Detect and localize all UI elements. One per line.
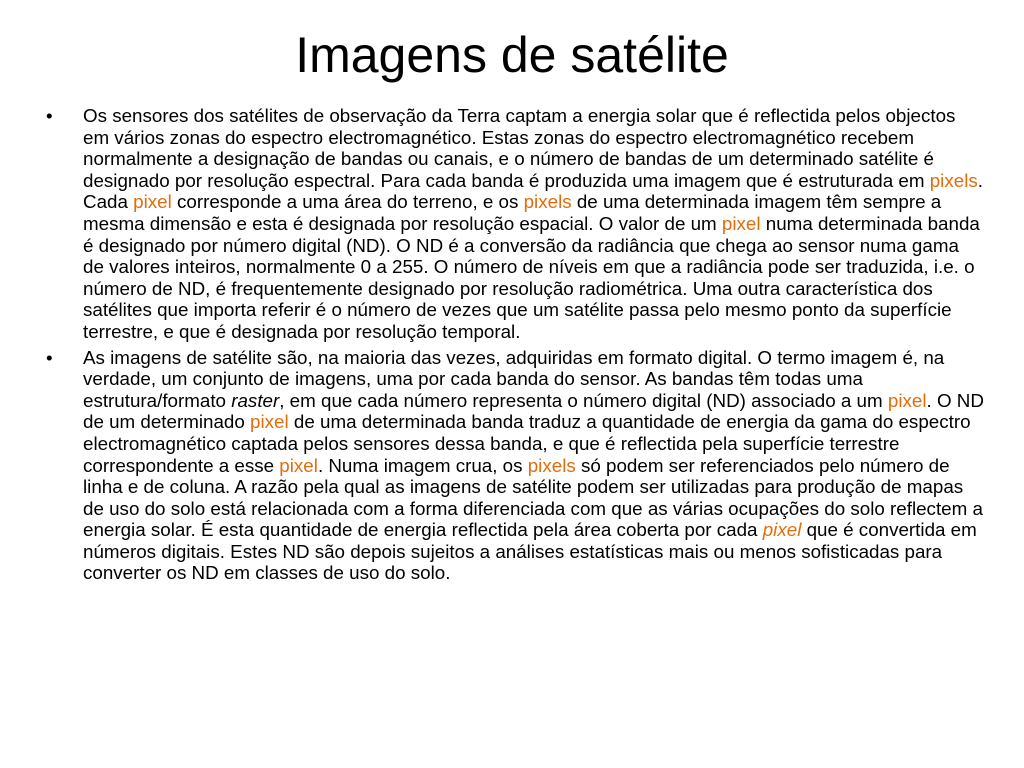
text-segment: . Cada bbox=[83, 169, 983, 213]
highlighted-term: pixel bbox=[250, 411, 289, 433]
highlighted-term: pixel bbox=[133, 191, 172, 213]
bullet-item bbox=[42, 347, 984, 585]
highlighted-term: pixels bbox=[527, 454, 576, 476]
highlighted-term: pixel bbox=[887, 389, 927, 411]
bullet-marker: • bbox=[46, 346, 53, 368]
highlighted-term: pixels bbox=[929, 169, 978, 191]
text-segment: . O ND de um determinado bbox=[83, 389, 984, 433]
italic-term: raster bbox=[231, 389, 280, 411]
highlighted-italic-term: pixel bbox=[762, 519, 802, 541]
text-segment: As imagens de satélite são, na maioria das vezes, adquiridas em formato digital. O termo imagem é, na verdade, um conjunto de imagens, uma por cada banda do sensor. As bandas têm todas uma estrutura/formato bbox=[83, 346, 945, 411]
text-segment: . Numa imagem crua, os bbox=[317, 454, 528, 476]
text-segment: Os sensores dos satélites de observação da Terra captam a energia solar que é reflectida pelos objectos em vários zonas do espectro electromagnético. Estas zonas do espectro electromagnético recebem normalmente a designação de bandas ou canais, e o número de bandas de um determinado satélite é designado por resolução espectral. Para cada banda é produzida uma imagem que é estruturada em bbox=[83, 105, 956, 191]
slide-title: Imagens de satélite bbox=[295, 27, 729, 83]
bullet-text bbox=[83, 105, 983, 342]
bullet-text bbox=[83, 347, 984, 584]
text-segment: de uma determinada imagem têm sempre a mesma dimensão e esta é designada por resolução espacial. O valor de um bbox=[83, 191, 942, 234]
bullet-marker: • bbox=[46, 105, 53, 126]
text-segment: só podem ser referenciados pelo número de linha e de coluna. A razão pela qual as imagens de satélite podem ser utilizadas para produção de mapas de uso do solo está relacionada com a forma diferenciada com que as várias ocupações do solo reflectem a energia solar. É esta quantidade de energia reflectida pela área coberta por cada bbox=[83, 454, 983, 541]
text-segment: , em que cada número representa o número digital (ND) associado a um bbox=[279, 389, 888, 411]
text-segment: de uma determinada banda traduz a quantidade de energia da gama do espectro electromagnético captada pelos sensores dessa banda, e que é reflectida pela superfície terrestre correspondente a esse bbox=[83, 411, 971, 476]
highlighted-term: pixels bbox=[523, 191, 572, 213]
bullet-list bbox=[42, 105, 984, 588]
highlighted-term: pixel bbox=[279, 454, 318, 476]
text-segment: numa determinada banda é designado por número digital (ND). O ND é a conversão da radiância que chega ao sensor numa gama de valores inteiros, normalmente 0 a 255. O número de níveis em que a radiância pode ser traduzida, i.e. o número de ND, é frequentemente designado por resolução radiométrica. Uma outra característica dos satélites que importa referir é o número de vezes que um satélite passa pelo mesmo ponto da superfície terrestre, e que é designada por resolução temporal. bbox=[83, 212, 980, 342]
bullet-item bbox=[42, 105, 984, 343]
text-segment: que é convertida em números digitais. Estes ND são depois sujeitos a análises estatísticas mais ou menos sofisticadas para converter os ND em classes de uso do solo. bbox=[83, 519, 977, 584]
highlighted-term: pixel bbox=[721, 212, 761, 234]
text-segment: corresponde a uma área do terreno, e os bbox=[171, 191, 524, 213]
